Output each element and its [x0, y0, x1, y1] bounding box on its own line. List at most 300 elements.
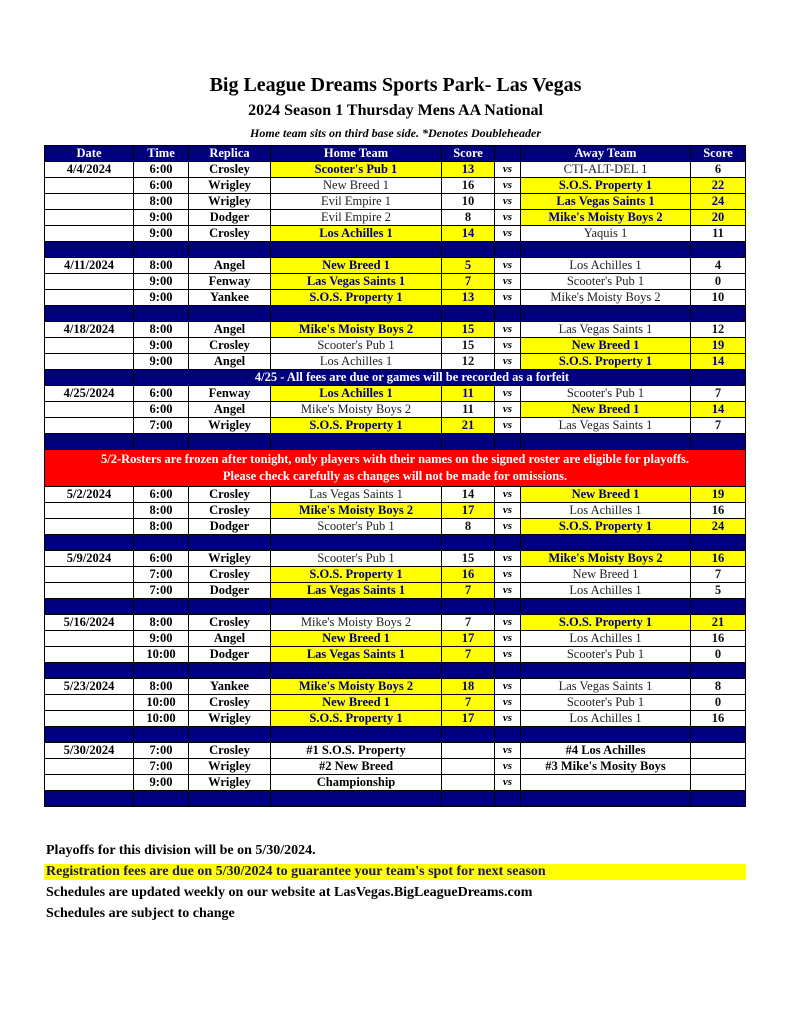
game-date: 4/25/2024	[45, 386, 134, 402]
away-team: S.O.S. Property 1	[521, 615, 691, 631]
game-time: 6:00	[134, 162, 189, 178]
home-team: Las Vegas Saints 1	[271, 274, 442, 290]
game-date	[45, 647, 134, 663]
away-team: #4 Los Achilles	[521, 743, 691, 759]
separator-cell	[134, 791, 189, 807]
home-team: S.O.S. Property 1	[271, 567, 442, 583]
vs-label: vs	[495, 631, 521, 647]
separator-cell	[691, 434, 746, 450]
away-score: 12	[691, 322, 746, 338]
home-team: #1 S.O.S. Property	[271, 743, 442, 759]
away-team: Las Vegas Saints 1	[521, 418, 691, 434]
game-time: 8:00	[134, 615, 189, 631]
separator-cell	[189, 727, 271, 743]
column-header-away-team: Away Team	[521, 146, 691, 162]
away-team: Los Achilles 1	[521, 711, 691, 727]
separator-cell	[495, 599, 521, 615]
roster-alert-row	[45, 450, 746, 487]
home-team: New Breed 1	[271, 695, 442, 711]
separator-row	[45, 791, 746, 807]
game-row	[45, 354, 746, 370]
game-time: 10:00	[134, 647, 189, 663]
page-title: Big League Dreams Sports Park- Las Vegas	[209, 74, 582, 96]
separator-cell	[45, 727, 134, 743]
home-team: Los Achilles 1	[271, 354, 442, 370]
home-team: Los Achilles 1	[271, 386, 442, 402]
vs-label: vs	[495, 162, 521, 178]
home-score: 13	[442, 162, 495, 178]
separator-cell	[134, 535, 189, 551]
away-score: 4	[691, 258, 746, 274]
home-score: 21	[442, 418, 495, 434]
game-time: 6:00	[134, 551, 189, 567]
game-field: Fenway	[189, 386, 271, 402]
separator-row	[45, 306, 746, 322]
separator-cell	[495, 434, 521, 450]
home-team: Mike's Moisty Boys 2	[271, 679, 442, 695]
vs-label: vs	[495, 226, 521, 242]
separator-cell	[134, 727, 189, 743]
vs-label: vs	[495, 759, 521, 775]
separator-cell	[521, 535, 691, 551]
away-team: S.O.S. Property 1	[521, 519, 691, 535]
separator-cell	[521, 242, 691, 258]
home-team: Championship	[271, 775, 442, 791]
away-score: 8	[691, 679, 746, 695]
home-score: 14	[442, 487, 495, 503]
vs-label: vs	[495, 322, 521, 338]
separator-cell	[45, 663, 134, 679]
game-row	[45, 679, 746, 695]
home-team: Las Vegas Saints 1	[271, 647, 442, 663]
game-field: Crosley	[189, 162, 271, 178]
away-score: 19	[691, 487, 746, 503]
game-time: 7:00	[134, 567, 189, 583]
game-field: Dodger	[189, 210, 271, 226]
separator-cell	[495, 306, 521, 322]
separator-cell	[134, 663, 189, 679]
away-score: 14	[691, 402, 746, 418]
home-team: Scooter's Pub 1	[271, 338, 442, 354]
away-score: 16	[691, 551, 746, 567]
separator-row	[45, 242, 746, 258]
playoffs-note: Playoffs for this division will be on 5/30/2024.	[46, 843, 316, 858]
game-field: Crosley	[189, 615, 271, 631]
game-field: Angel	[189, 402, 271, 418]
schedule-table	[44, 145, 746, 807]
separator-cell	[442, 306, 495, 322]
separator-cell	[442, 242, 495, 258]
game-time: 7:00	[134, 583, 189, 599]
page-subtitle: 2024 Season 1 Thursday Mens AA National	[248, 102, 543, 119]
home-score: 10	[442, 194, 495, 210]
game-date: 4/11/2024	[45, 258, 134, 274]
game-row	[45, 210, 746, 226]
table-header-row	[45, 146, 746, 162]
separator-cell	[189, 242, 271, 258]
vs-label: vs	[495, 274, 521, 290]
game-date	[45, 226, 134, 242]
away-team: Los Achilles 1	[521, 503, 691, 519]
home-score: 16	[442, 567, 495, 583]
roster-alert-line: 5/2-Rosters are frozen after tonight, only players with their names on the signed roster are eligible for playoffs.	[100, 452, 690, 466]
home-team: Evil Empire 1	[271, 194, 442, 210]
vs-label: vs	[495, 418, 521, 434]
away-team: Mike's Moisty Boys 2	[521, 210, 691, 226]
away-team: New Breed 1	[521, 402, 691, 418]
separator-cell	[189, 791, 271, 807]
away-score: 5	[691, 583, 746, 599]
column-header-vs	[495, 146, 521, 162]
home-score: 15	[442, 338, 495, 354]
separator-cell	[495, 242, 521, 258]
game-row	[45, 551, 746, 567]
game-row	[45, 338, 746, 354]
fee-notice-row	[45, 370, 746, 386]
home-score: 7	[442, 647, 495, 663]
separator-cell	[691, 306, 746, 322]
away-score: 16	[691, 503, 746, 519]
game-row	[45, 274, 746, 290]
away-score: 24	[691, 194, 746, 210]
away-team	[521, 775, 691, 791]
separator-cell	[271, 242, 442, 258]
game-date	[45, 210, 134, 226]
home-team: Mike's Moisty Boys 2	[271, 402, 442, 418]
game-time: 8:00	[134, 258, 189, 274]
separator-cell	[189, 663, 271, 679]
game-row	[45, 615, 746, 631]
game-field: Crosley	[189, 695, 271, 711]
home-score: 16	[442, 178, 495, 194]
game-field: Crosley	[189, 487, 271, 503]
separator-cell	[271, 727, 442, 743]
away-score: 16	[691, 631, 746, 647]
separator-row	[45, 663, 746, 679]
game-date	[45, 354, 134, 370]
notice-blank-cell	[691, 370, 746, 386]
game-date	[45, 402, 134, 418]
away-score: 6	[691, 162, 746, 178]
home-score: 11	[442, 386, 495, 402]
home-team: S.O.S. Property 1	[271, 711, 442, 727]
away-score: 7	[691, 386, 746, 402]
schedule-body	[45, 162, 746, 807]
game-time: 9:00	[134, 775, 189, 791]
game-field: Dodger	[189, 647, 271, 663]
separator-cell	[189, 434, 271, 450]
away-team: Los Achilles 1	[521, 583, 691, 599]
game-row	[45, 775, 746, 791]
away-team: Scooter's Pub 1	[521, 386, 691, 402]
registration-note: Registration fees are due on 5/30/2024 to guarantee your team's spot for next season	[44, 864, 746, 880]
home-score: 17	[442, 711, 495, 727]
game-date	[45, 503, 134, 519]
away-team: S.O.S. Property 1	[521, 178, 691, 194]
vs-label: vs	[495, 338, 521, 354]
game-row	[45, 583, 746, 599]
game-date: 5/16/2024	[45, 615, 134, 631]
separator-cell	[495, 791, 521, 807]
game-field: Dodger	[189, 583, 271, 599]
game-field: Wrigley	[189, 194, 271, 210]
game-row	[45, 322, 746, 338]
separator-cell	[521, 791, 691, 807]
game-date	[45, 274, 134, 290]
game-date: 5/30/2024	[45, 743, 134, 759]
vs-label: vs	[495, 551, 521, 567]
home-team: Evil Empire 2	[271, 210, 442, 226]
website-note: Schedules are updated weekly on our website at LasVegas.BigLeagueDreams.com	[46, 885, 533, 900]
game-time: 9:00	[134, 631, 189, 647]
column-header-date: Date	[45, 146, 134, 162]
home-team: Mike's Moisty Boys 2	[271, 615, 442, 631]
game-row	[45, 386, 746, 402]
game-field: Crosley	[189, 743, 271, 759]
home-score	[442, 759, 495, 775]
game-time: 10:00	[134, 711, 189, 727]
home-team: Los Achilles 1	[271, 226, 442, 242]
game-row	[45, 162, 746, 178]
home-score: 12	[442, 354, 495, 370]
home-team: New Breed 1	[271, 178, 442, 194]
game-row	[45, 567, 746, 583]
separator-cell	[45, 434, 134, 450]
separator-cell	[442, 663, 495, 679]
separator-row	[45, 727, 746, 743]
separator-cell	[45, 242, 134, 258]
game-date	[45, 775, 134, 791]
game-time: 7:00	[134, 743, 189, 759]
vs-label: vs	[495, 178, 521, 194]
game-time: 7:00	[134, 418, 189, 434]
game-date	[45, 338, 134, 354]
vs-label: vs	[495, 583, 521, 599]
away-team: Los Achilles 1	[521, 631, 691, 647]
away-score: 24	[691, 519, 746, 535]
game-date	[45, 711, 134, 727]
game-field: Wrigley	[189, 178, 271, 194]
away-score: 14	[691, 354, 746, 370]
away-score: 21	[691, 615, 746, 631]
away-team: #3 Mike's Mosity Boys	[521, 759, 691, 775]
game-field: Wrigley	[189, 418, 271, 434]
column-header-home-score: Score	[442, 146, 495, 162]
separator-cell	[189, 535, 271, 551]
home-score: 14	[442, 226, 495, 242]
home-score: 7	[442, 274, 495, 290]
separator-cell	[442, 599, 495, 615]
away-team: New Breed 1	[521, 567, 691, 583]
game-date	[45, 290, 134, 306]
home-team: New Breed 1	[271, 258, 442, 274]
home-score: 15	[442, 551, 495, 567]
home-score: 11	[442, 402, 495, 418]
home-team: Mike's Moisty Boys 2	[271, 322, 442, 338]
home-score: 13	[442, 290, 495, 306]
game-field: Dodger	[189, 519, 271, 535]
game-row	[45, 178, 746, 194]
game-row	[45, 226, 746, 242]
separator-cell	[189, 599, 271, 615]
game-row	[45, 519, 746, 535]
game-date	[45, 567, 134, 583]
game-time: 9:00	[134, 210, 189, 226]
away-score: 11	[691, 226, 746, 242]
home-team: Scooter's Pub 1	[271, 519, 442, 535]
game-field: Wrigley	[189, 759, 271, 775]
vs-label: vs	[495, 679, 521, 695]
game-time: 9:00	[134, 290, 189, 306]
separator-cell	[134, 306, 189, 322]
roster-alert-cell	[45, 450, 746, 487]
vs-label: vs	[495, 647, 521, 663]
game-field: Wrigley	[189, 775, 271, 791]
away-score: 10	[691, 290, 746, 306]
game-time: 6:00	[134, 402, 189, 418]
separator-cell	[45, 535, 134, 551]
separator-cell	[134, 599, 189, 615]
away-team: Scooter's Pub 1	[521, 647, 691, 663]
away-team: Mike's Moisty Boys 2	[521, 290, 691, 306]
column-header-away-score: Score	[691, 146, 746, 162]
vs-label: vs	[495, 290, 521, 306]
away-score	[691, 759, 746, 775]
home-team: Scooter's Pub 1	[271, 551, 442, 567]
game-date	[45, 418, 134, 434]
away-score: 16	[691, 711, 746, 727]
home-score: 17	[442, 503, 495, 519]
game-row	[45, 290, 746, 306]
game-row	[45, 402, 746, 418]
separator-cell	[495, 727, 521, 743]
vs-label: vs	[495, 519, 521, 535]
away-team: Las Vegas Saints 1	[521, 679, 691, 695]
home-team: #2 New Breed	[271, 759, 442, 775]
away-score	[691, 743, 746, 759]
away-team: Mike's Moisty Boys 2	[521, 551, 691, 567]
game-date	[45, 194, 134, 210]
away-team: Yaquis 1	[521, 226, 691, 242]
game-date	[45, 178, 134, 194]
away-score: 7	[691, 567, 746, 583]
vs-label: vs	[495, 743, 521, 759]
game-field: Wrigley	[189, 551, 271, 567]
vs-label: vs	[495, 775, 521, 791]
home-score: 8	[442, 210, 495, 226]
home-team: Las Vegas Saints 1	[271, 583, 442, 599]
game-row	[45, 487, 746, 503]
game-time: 8:00	[134, 519, 189, 535]
game-time: 7:00	[134, 759, 189, 775]
vs-label: vs	[495, 386, 521, 402]
column-header-time: Time	[134, 146, 189, 162]
game-time: 9:00	[134, 354, 189, 370]
game-time: 8:00	[134, 679, 189, 695]
home-team: S.O.S. Property 1	[271, 290, 442, 306]
away-team: Los Achilles 1	[521, 258, 691, 274]
game-time: 6:00	[134, 487, 189, 503]
separator-cell	[271, 535, 442, 551]
away-score: 22	[691, 178, 746, 194]
separator-row	[45, 535, 746, 551]
home-team: S.O.S. Property 1	[271, 418, 442, 434]
home-team-note: Home team sits on third base side. *Denotes Doubleheader	[250, 126, 541, 140]
vs-label: vs	[495, 487, 521, 503]
away-team: Scooter's Pub 1	[521, 274, 691, 290]
game-field: Angel	[189, 631, 271, 647]
game-date	[45, 695, 134, 711]
separator-cell	[521, 306, 691, 322]
separator-cell	[691, 535, 746, 551]
game-field: Fenway	[189, 274, 271, 290]
separator-cell	[134, 242, 189, 258]
vs-label: vs	[495, 503, 521, 519]
game-date	[45, 759, 134, 775]
game-field: Yankee	[189, 290, 271, 306]
separator-cell	[271, 434, 442, 450]
game-field: Crosley	[189, 503, 271, 519]
game-field: Crosley	[189, 567, 271, 583]
game-date: 5/2/2024	[45, 487, 134, 503]
away-score	[691, 775, 746, 791]
fee-notice-text: 4/25 - All fees are due or games will be recorded as a forfeit	[134, 370, 691, 386]
home-team: Las Vegas Saints 1	[271, 487, 442, 503]
separator-cell	[495, 663, 521, 679]
game-field: Yankee	[189, 679, 271, 695]
away-team: Scooter's Pub 1	[521, 695, 691, 711]
game-field: Angel	[189, 322, 271, 338]
separator-cell	[442, 727, 495, 743]
game-field: Crosley	[189, 338, 271, 354]
away-team: Las Vegas Saints 1	[521, 322, 691, 338]
away-team: S.O.S. Property 1	[521, 354, 691, 370]
home-score: 15	[442, 322, 495, 338]
game-date: 4/18/2024	[45, 322, 134, 338]
separator-cell	[521, 663, 691, 679]
away-score: 19	[691, 338, 746, 354]
separator-cell	[691, 242, 746, 258]
separator-cell	[442, 791, 495, 807]
game-time: 9:00	[134, 274, 189, 290]
column-header-replica: Replica	[189, 146, 271, 162]
game-date: 4/4/2024	[45, 162, 134, 178]
separator-cell	[271, 663, 442, 679]
away-score: 0	[691, 695, 746, 711]
separator-cell	[45, 599, 134, 615]
separator-cell	[45, 306, 134, 322]
separator-cell	[134, 434, 189, 450]
game-time: 9:00	[134, 338, 189, 354]
game-field: Wrigley	[189, 711, 271, 727]
game-row	[45, 743, 746, 759]
home-score	[442, 743, 495, 759]
game-date	[45, 583, 134, 599]
game-time: 8:00	[134, 322, 189, 338]
away-score: 0	[691, 647, 746, 663]
game-row	[45, 759, 746, 775]
game-field: Angel	[189, 354, 271, 370]
home-score: 7	[442, 583, 495, 599]
vs-label: vs	[495, 615, 521, 631]
home-team: Scooter's Pub 1	[271, 162, 442, 178]
disclaimer-note: Schedules are subject to change	[46, 906, 235, 921]
game-time: 6:00	[134, 386, 189, 402]
game-field: Angel	[189, 258, 271, 274]
game-row	[45, 418, 746, 434]
separator-cell	[691, 663, 746, 679]
away-team: CTI-ALT-DEL 1	[521, 162, 691, 178]
